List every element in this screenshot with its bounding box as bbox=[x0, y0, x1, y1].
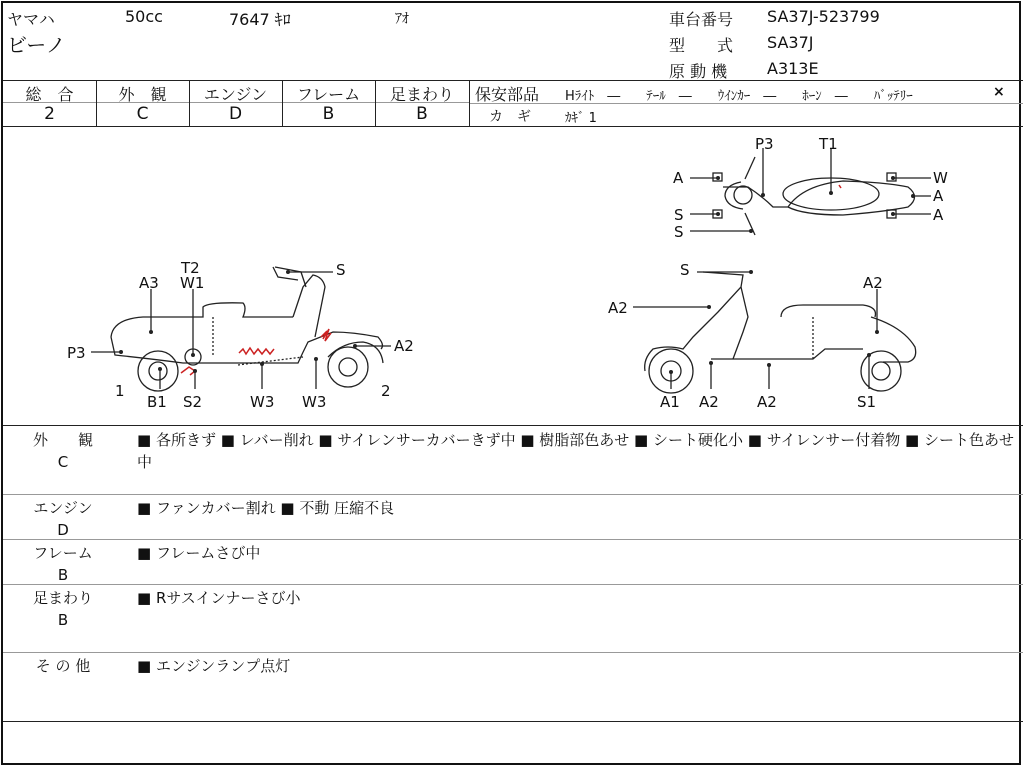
safety-items: Hﾗｲﾄ ― ﾃｰﾙ ― ｳｲﾝｶｰ ― ﾎｰﾝ ― ﾊﾞｯﾃﾘｰ bbox=[565, 89, 913, 104]
grade-overall-value: 2 bbox=[44, 104, 55, 124]
diagram-label: P3 bbox=[755, 135, 774, 153]
diagram-label: A bbox=[933, 206, 944, 224]
grade-engine-value: D bbox=[228, 104, 243, 124]
type-value: SA37J bbox=[767, 33, 814, 52]
right-rear-wheel bbox=[861, 351, 901, 391]
diagram-label: A2 bbox=[699, 393, 719, 411]
grade-engine-label: エンジン bbox=[203, 85, 268, 104]
diagram-label: S bbox=[680, 261, 690, 279]
diagram-label: W bbox=[933, 169, 948, 187]
grade-frame-label: フレーム bbox=[296, 85, 361, 104]
remarks-suspension-label: 足まわり bbox=[32, 589, 93, 607]
diagram-label: T2 bbox=[181, 259, 200, 277]
remarks-engine-grade: D bbox=[57, 521, 69, 539]
type-label: 型 式 bbox=[669, 36, 734, 55]
remarks-exterior-text: ■ 各所きず ■ レバー削れ ■ サイレンサーカバーきず中 ■ 樹脂部色あせ ■ シート硬化小 ■ サイレンサー付着物 ■ シート色あせ中 bbox=[137, 431, 1014, 471]
right-scooter-body bbox=[645, 272, 743, 371]
grade-exterior-value: C bbox=[136, 104, 149, 124]
grade-suspension-label: 足まわり bbox=[389, 85, 454, 104]
diagram-label: A2 bbox=[608, 299, 628, 317]
mileage: 7647 ｷﾛ bbox=[229, 10, 291, 29]
color: ｱｵ bbox=[395, 11, 409, 27]
model-name: ビーノ bbox=[7, 33, 66, 57]
diagram-label: W1 bbox=[180, 274, 205, 292]
remarks-exterior-grade: C bbox=[57, 453, 69, 471]
remarks-exterior-label: 外 観 bbox=[32, 431, 93, 449]
diagram-label: W3 bbox=[250, 393, 275, 411]
key-value: ｶｷﾞ 1 bbox=[565, 111, 597, 126]
left-front-wheel bbox=[328, 347, 368, 387]
remarks-frame-label: フレーム bbox=[33, 544, 93, 562]
maker: ヤマハ bbox=[7, 10, 55, 29]
left-rear-wheel bbox=[138, 351, 178, 391]
diagram-label: A2 bbox=[863, 274, 883, 292]
battery-status-mark: × bbox=[993, 84, 1005, 100]
diagram-label: P3 bbox=[67, 344, 86, 362]
key-label: カ ギ bbox=[489, 109, 531, 125]
inspection-sheet bbox=[1, 1, 1021, 765]
remarks-engine-label: エンジン bbox=[33, 499, 93, 517]
diagram-label: S2 bbox=[183, 393, 203, 411]
grade-exterior-label: 外 観 bbox=[118, 85, 167, 104]
grade-suspension-value: B bbox=[416, 104, 428, 124]
diagram-label: A2 bbox=[394, 337, 414, 355]
diagram-label: A bbox=[933, 187, 944, 205]
remarks-frame-text: ■ フレームさび中 bbox=[137, 544, 261, 562]
diagram-label: S1 bbox=[857, 393, 877, 411]
remarks-suspension-grade: B bbox=[57, 611, 69, 629]
diagram-label: S bbox=[674, 223, 684, 241]
diagram-label: A2 bbox=[757, 393, 777, 411]
grade-frame-value: B bbox=[322, 104, 335, 124]
scooter-damage-diagram bbox=[3, 127, 1023, 427]
diagram-label: 1 bbox=[115, 382, 125, 400]
remarks-other-label: そ の 他 bbox=[35, 657, 91, 675]
frame-no-label: 車台番号 bbox=[669, 10, 734, 29]
diagram-label: 2 bbox=[381, 382, 391, 400]
diagram-label: S bbox=[674, 206, 684, 224]
diagram-label: S bbox=[336, 261, 346, 279]
diagram-label: B1 bbox=[147, 393, 167, 411]
diagram-label: W3 bbox=[302, 393, 327, 411]
diagram-label: A bbox=[673, 169, 684, 187]
left-scooter-body bbox=[111, 303, 293, 337]
diagram-label: T1 bbox=[819, 135, 838, 153]
remarks-other-text: ■ エンジンランプ点灯 bbox=[137, 657, 291, 675]
safety-label: 保安部品 bbox=[475, 85, 540, 104]
engine-label: 原 動 機 bbox=[669, 62, 728, 81]
remarks-engine-text: ■ ファンカバー割れ ■ 不動 圧縮不良 bbox=[137, 499, 395, 517]
frame-no-value: SA37J-523799 bbox=[767, 7, 880, 26]
diagram-label: A3 bbox=[139, 274, 159, 292]
remarks-frame-grade: B bbox=[57, 566, 69, 584]
displacement: 50cc bbox=[125, 7, 163, 26]
remarks-suspension-text: ■ Rサスインナーさび小 bbox=[137, 589, 301, 607]
diagram-label: A1 bbox=[660, 393, 680, 411]
grade-overall-label: 総 合 bbox=[25, 85, 74, 104]
engine-value: A313E bbox=[767, 59, 819, 78]
